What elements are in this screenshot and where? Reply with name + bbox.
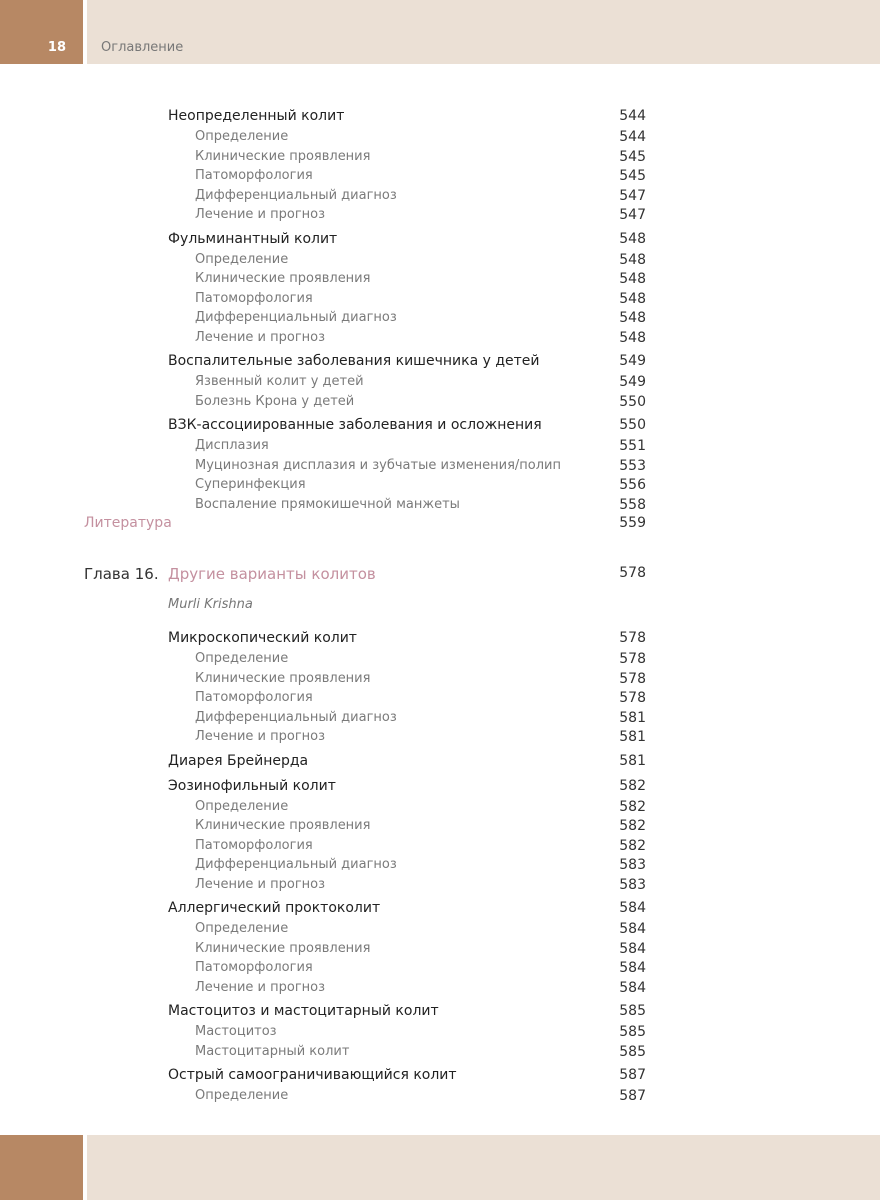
toc-entry-title: Диарея Брейнерда (168, 752, 309, 769)
toc-subsection[interactable] (0, 207, 880, 227)
toc-subsection[interactable] (0, 477, 880, 497)
chapter-title: Другие варианты колитов (168, 565, 376, 583)
toc-entry-title: Воспалительные заболевания кишечника у детей (168, 353, 540, 369)
chapter-author (0, 597, 880, 617)
toc-section[interactable] (0, 1003, 880, 1023)
toc-entry-page: 578 (619, 630, 646, 646)
toc-subsection[interactable] (0, 838, 880, 858)
toc-entry-page: 578 (619, 651, 646, 667)
toc-entry-page: 582 (619, 777, 646, 794)
toc-section[interactable] (0, 753, 880, 773)
toc-entry-title: Суперинфекция (195, 477, 306, 492)
toc-subsection[interactable] (0, 857, 880, 877)
toc-subsection[interactable] (0, 1088, 880, 1108)
toc-section[interactable] (0, 630, 880, 650)
toc-subsection[interactable] (0, 960, 880, 980)
toc-entry-page: 587 (619, 1088, 646, 1104)
toc-entry-page: 544 (619, 129, 646, 145)
chapter-author-name: Murli Krishna (168, 597, 253, 612)
toc-subsection[interactable] (0, 168, 880, 188)
toc-section[interactable] (0, 353, 880, 373)
toc-section[interactable] (0, 778, 880, 798)
toc-entry-title: Клинические проявления (195, 148, 371, 164)
toc-entry-title: Клинические проявления (195, 818, 371, 833)
toc-entry-page: 544 (619, 108, 646, 124)
page-number: 18 (47, 40, 66, 55)
toc-entry-page: 551 (619, 438, 646, 454)
toc-entry-title: ВЗК-ассоциированные заболевания и осложнения (168, 417, 542, 433)
toc-literature-page: 559 (619, 515, 646, 531)
toc-entry-title: Определение (195, 251, 289, 267)
toc-entry-page: 548 (619, 290, 646, 307)
toc-literature[interactable] (0, 515, 880, 535)
footer-band (87, 1135, 880, 1200)
toc-entry-title: Клинические проявления (195, 940, 371, 956)
toc-entry-page: 585 (619, 1003, 646, 1019)
toc-subsection[interactable] (0, 799, 880, 819)
toc-entry-title: Неопределенный колит (168, 108, 345, 124)
toc-subsection[interactable] (0, 1024, 880, 1044)
toc-subsection[interactable] (0, 129, 880, 149)
toc-entry-title: Болезнь Крона у детей (195, 393, 355, 409)
toc-entry-title: Лечение и прогноз (195, 329, 326, 345)
toc-entry-page: 550 (619, 393, 646, 410)
toc-entry-page: 548 (619, 230, 646, 247)
toc-subsection[interactable] (0, 1044, 880, 1064)
toc-entry-page: 548 (619, 271, 646, 287)
footer-block (0, 1135, 83, 1200)
toc-chapter[interactable] (0, 565, 880, 585)
toc-entry-page: 587 (619, 1067, 646, 1083)
toc-section[interactable] (0, 231, 880, 251)
toc-entry-page: 584 (619, 900, 646, 916)
toc-entry-page: 581 (619, 729, 646, 745)
toc-literature-title: Литература (84, 515, 172, 531)
toc-entry-title: Воспаление прямокишечной манжеты (195, 496, 460, 512)
toc-entry-title: Дифференциальный диагноз (195, 187, 397, 203)
toc-entry-title: Мастоцитоз (195, 1024, 277, 1039)
toc-section[interactable] (0, 417, 880, 437)
toc-entry-page: 547 (619, 187, 646, 204)
toc-entry-title: Дифференциальный диагноз (195, 709, 397, 725)
toc-subsection[interactable] (0, 310, 880, 330)
toc-subsection[interactable] (0, 941, 880, 961)
toc-subsection[interactable] (0, 690, 880, 710)
toc-entry-title: Клинические проявления (195, 670, 371, 686)
toc-entry-title: Фульминантный колит (168, 230, 338, 247)
toc-subsection[interactable] (0, 458, 880, 478)
toc-entry-page: 548 (619, 329, 646, 346)
toc-entry-page: 583 (619, 857, 646, 873)
toc-subsection[interactable] (0, 330, 880, 350)
toc-subsection[interactable] (0, 252, 880, 272)
toc-subsection[interactable] (0, 818, 880, 838)
toc-entry-title: Язвенный колит у детей (195, 374, 364, 389)
toc-subsection[interactable] (0, 651, 880, 671)
toc-entry-page: 548 (619, 310, 646, 326)
chapter-page: 578 (619, 565, 646, 581)
toc-entry-page: 583 (619, 876, 646, 893)
toc-subsection[interactable] (0, 271, 880, 291)
toc-entry-page: 584 (619, 979, 646, 996)
toc-entry-page: 585 (619, 1043, 646, 1060)
toc-subsection[interactable] (0, 394, 880, 414)
toc-subsection[interactable] (0, 497, 880, 517)
toc-entry-title: Дисплазия (195, 438, 269, 453)
toc-entry-title: Клинические проявления (195, 271, 371, 286)
toc-entry-title: Определение (195, 129, 289, 144)
toc-subsection[interactable] (0, 438, 880, 458)
toc-entry-title: Эозинофильный колит (168, 777, 336, 794)
toc-entry-title: Дифференциальный диагноз (195, 310, 397, 325)
toc-entry-page: 584 (619, 940, 646, 957)
toc-entry-title: Определение (195, 651, 289, 666)
toc-entry-page: 549 (619, 353, 646, 369)
toc-entry-page: 578 (619, 670, 646, 687)
toc-subsection[interactable] (0, 671, 880, 691)
toc-entry-title: Микроскопический колит (168, 630, 357, 646)
toc-entry-title: Патоморфология (195, 837, 313, 853)
page-number-block (0, 0, 83, 64)
toc-subsection[interactable] (0, 188, 880, 208)
toc-entry-page: 556 (619, 477, 646, 493)
toc-entry-title: Острый самоограничивающийся колит (168, 1067, 457, 1083)
toc-entry-page: 582 (619, 837, 646, 854)
toc-entry-title: Дифференциальный диагноз (195, 857, 397, 872)
toc-entry-page: 547 (619, 207, 646, 223)
toc-entry-title: Патоморфология (195, 168, 313, 183)
toc-entry-title: Лечение и прогноз (195, 979, 326, 995)
toc-section[interactable] (0, 1067, 880, 1087)
toc-entry-page: 581 (619, 752, 646, 769)
toc-entry-page: 581 (619, 709, 646, 726)
toc-entry-title: Патоморфология (195, 690, 313, 705)
toc-entry-page: 558 (619, 496, 646, 513)
toc-entry-page: 548 (619, 251, 646, 268)
toc-entry-title: Определение (195, 798, 289, 814)
toc-subsection[interactable] (0, 877, 880, 897)
toc-entry-title: Мастоцитоз и мастоцитарный колит (168, 1003, 439, 1019)
toc-entry-page: 545 (619, 168, 646, 184)
toc-section[interactable] (0, 108, 880, 128)
toc-entry-page: 582 (619, 798, 646, 815)
toc-subsection[interactable] (0, 291, 880, 311)
toc-entry-page: 553 (619, 457, 646, 474)
toc-entry-title: Определение (195, 921, 289, 936)
toc-subsection[interactable] (0, 710, 880, 730)
toc-entry-title: Лечение и прогноз (195, 207, 326, 222)
toc-subsection[interactable] (0, 149, 880, 169)
running-header (87, 0, 880, 64)
toc-entry-title: Определение (195, 1088, 289, 1103)
toc-entry-page: 578 (619, 690, 646, 706)
toc-entry-page: 585 (619, 1024, 646, 1040)
section-title: Оглавление (101, 40, 184, 55)
toc-entry-title: Аллергический проктоколит (168, 900, 381, 916)
toc-entry-page: 545 (619, 148, 646, 165)
toc-entry-page: 549 (619, 374, 646, 390)
toc-entry-page: 584 (619, 921, 646, 937)
toc-entry-title: Мастоцитарный колит (195, 1043, 350, 1059)
toc-section[interactable] (0, 900, 880, 920)
toc-subsection[interactable] (0, 374, 880, 394)
chapter-label: Глава 16. (84, 565, 159, 583)
toc-entry-title: Лечение и прогноз (195, 876, 326, 892)
toc-entry-title: Патоморфология (195, 960, 313, 975)
toc-entry-page: 582 (619, 818, 646, 834)
toc-subsection[interactable] (0, 921, 880, 941)
toc-subsection[interactable] (0, 729, 880, 749)
toc-entry-title: Патоморфология (195, 290, 313, 306)
toc-subsection[interactable] (0, 980, 880, 1000)
toc-entry-page: 584 (619, 960, 646, 976)
toc-entry-title: Лечение и прогноз (195, 729, 326, 744)
toc-entry-page: 550 (619, 417, 646, 433)
toc-entry-title: Муцинозная дисплазия и зубчатые изменения/полип (195, 457, 562, 473)
